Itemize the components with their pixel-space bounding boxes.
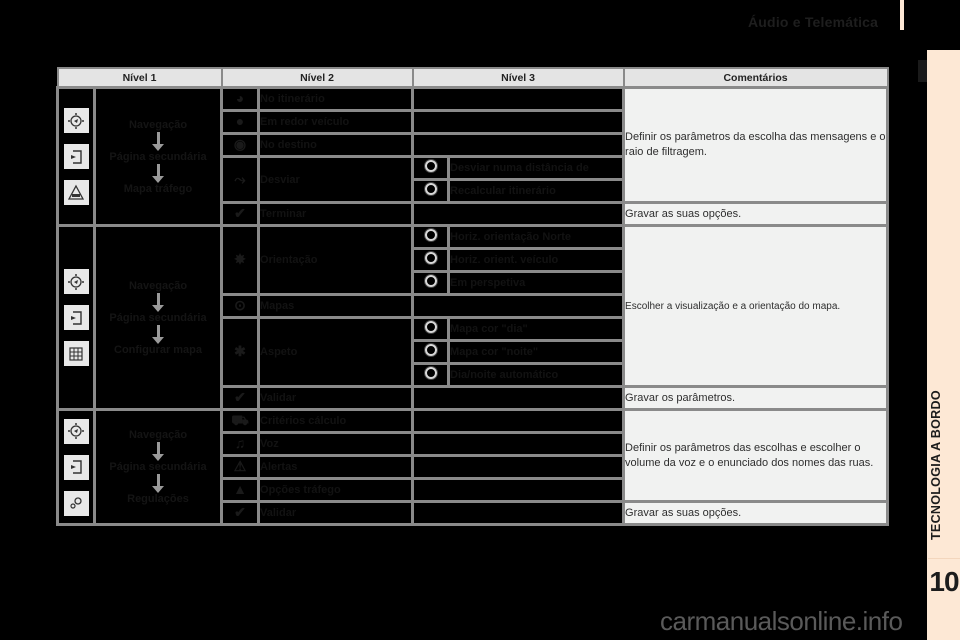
flow-step: Página secundária [109, 461, 207, 473]
check-icon: ✔ [222, 387, 259, 410]
compass-icon: ✸ [222, 226, 259, 295]
comment: Gravar as suas opções. [624, 502, 888, 525]
flow-step: Página secundária [109, 311, 207, 324]
menu-item[interactable]: Desviar [259, 157, 413, 203]
empty-cell [413, 433, 624, 456]
navigation-icon [64, 108, 89, 133]
appearance-icon: ✱ [222, 318, 259, 387]
menu-item[interactable]: Critérios cálculo [259, 410, 413, 433]
menu-item[interactable]: Alertas [259, 456, 413, 479]
empty-cell [413, 456, 624, 479]
flow-step: Navegação [128, 118, 188, 131]
maps-icon: ⊙ [222, 295, 259, 318]
arrow-down-icon [157, 474, 160, 487]
map-grid-icon [64, 341, 89, 366]
flow-step: Regulações [127, 493, 189, 505]
flow-step: Navegação [128, 279, 188, 292]
navigation-icon [64, 269, 89, 294]
flow-step: Navegação [128, 429, 188, 441]
sub-option[interactable]: Dia/noite automático [449, 364, 624, 387]
menu-item[interactable]: Mapas [259, 295, 413, 318]
flow-step: Página secundária [109, 150, 207, 163]
menu-item[interactable]: Validar [259, 502, 413, 525]
table-row [58, 410, 888, 433]
divider [928, 558, 960, 559]
navigation-icon [64, 419, 89, 444]
empty-cell [413, 111, 624, 134]
sub-option[interactable]: Recalcular itinerário [449, 180, 624, 203]
column-header: Nível 2 [222, 68, 413, 88]
radio-button[interactable] [413, 272, 449, 295]
level1-flow-cell [95, 226, 222, 410]
arrow-down-icon [157, 132, 160, 145]
comment: Definir os parâmetros da escolha das mensagens e o raio de filtragem. [624, 88, 888, 203]
radio-button[interactable] [413, 226, 449, 249]
menu-item[interactable]: No destino [259, 134, 413, 157]
radio-button[interactable] [413, 341, 449, 364]
detour-icon: ⤳ [222, 157, 259, 203]
menu-item[interactable]: Terminar [259, 203, 413, 226]
menu-item[interactable]: Voz [259, 433, 413, 456]
traffic-options-icon: ▲ [222, 479, 259, 502]
arrow-down-icon [157, 325, 160, 338]
table-header-row [58, 68, 888, 88]
menu-item[interactable]: Aspeto [259, 318, 413, 387]
empty-cell [413, 410, 624, 433]
column-header: Nível 1 [58, 68, 222, 88]
level1-icon-cell [58, 410, 95, 525]
empty-cell [413, 295, 624, 318]
arrow-down-icon [157, 164, 160, 177]
watermark: carmanualsonline.info [660, 606, 903, 636]
empty-cell [413, 88, 624, 111]
level1-flow-cell [95, 410, 222, 525]
radio-button[interactable] [413, 157, 449, 180]
sub-option[interactable]: Mapa cor "dia" [449, 318, 624, 341]
menu-item[interactable]: Em redor veículo [259, 111, 413, 134]
route-icon: ◕ [222, 88, 259, 111]
empty-cell [413, 502, 624, 525]
header-accent-bar [900, 0, 904, 30]
table-row [58, 88, 888, 111]
sub-option[interactable]: Horiz. orientação Norte [449, 226, 624, 249]
arrow-down-icon [157, 442, 160, 455]
flow-step: Mapa tráfego [123, 182, 193, 195]
chapter-label: TECNOLOGIA A BORDO [929, 390, 943, 540]
level1-icon-cell [58, 88, 95, 226]
menu-item[interactable]: Validar [259, 387, 413, 410]
settings-icon [64, 491, 89, 516]
empty-cell [413, 134, 624, 157]
empty-cell [413, 479, 624, 502]
menu-item[interactable]: No itinerário [259, 88, 413, 111]
secondary-page-icon [64, 455, 89, 480]
comment: Escolher a visualização e a orientação do mapa. [624, 226, 888, 387]
check-icon: ✔ [222, 203, 259, 226]
traffic-map-icon [64, 180, 89, 205]
level1-flow-cell [95, 88, 222, 226]
sub-option[interactable]: Horiz. orient. veículo [449, 249, 624, 272]
destination-icon: ◉ [222, 134, 259, 157]
radio-button[interactable] [413, 318, 449, 341]
sub-option[interactable]: Em perspetiva [449, 272, 624, 295]
empty-cell [413, 203, 624, 226]
comment: Definir os parâmetros das escolhas e escolher o volume da voz e o enunciado dos nomes das ruas. [624, 410, 888, 502]
voice-icon: ♫ [222, 433, 259, 456]
radio-button[interactable] [413, 180, 449, 203]
alert-icon: ⚠ [222, 456, 259, 479]
calculation-criteria-icon: ⛟ [222, 410, 259, 433]
menu-item[interactable]: Orientação [259, 226, 413, 295]
flow-step: Configurar mapa [114, 343, 203, 356]
column-header: Comentários [624, 68, 888, 88]
table-row [58, 226, 888, 249]
around-vehicle-icon: ● [222, 111, 259, 134]
level1-icon-cell [58, 226, 95, 410]
section-title: Áudio e Telemática [748, 14, 879, 30]
arrow-down-icon [157, 293, 160, 306]
column-header: Nível 3 [413, 68, 624, 88]
comment: Gravar as suas opções. [624, 203, 888, 226]
radio-button[interactable] [413, 364, 449, 387]
sub-option[interactable]: Desviar numa distância de [449, 157, 624, 180]
sub-option[interactable]: Mapa cor "noite" [449, 341, 624, 364]
empty-cell [413, 387, 624, 410]
comment: Gravar os parâmetros. [624, 387, 888, 410]
menu-table [56, 67, 889, 526]
secondary-page-icon [64, 144, 89, 169]
chapter-number: 10 [929, 566, 959, 597]
menu-item[interactable]: Opções tráfego [259, 479, 413, 502]
check-icon: ✔ [222, 502, 259, 525]
radio-button[interactable] [413, 249, 449, 272]
secondary-page-icon [64, 305, 89, 330]
